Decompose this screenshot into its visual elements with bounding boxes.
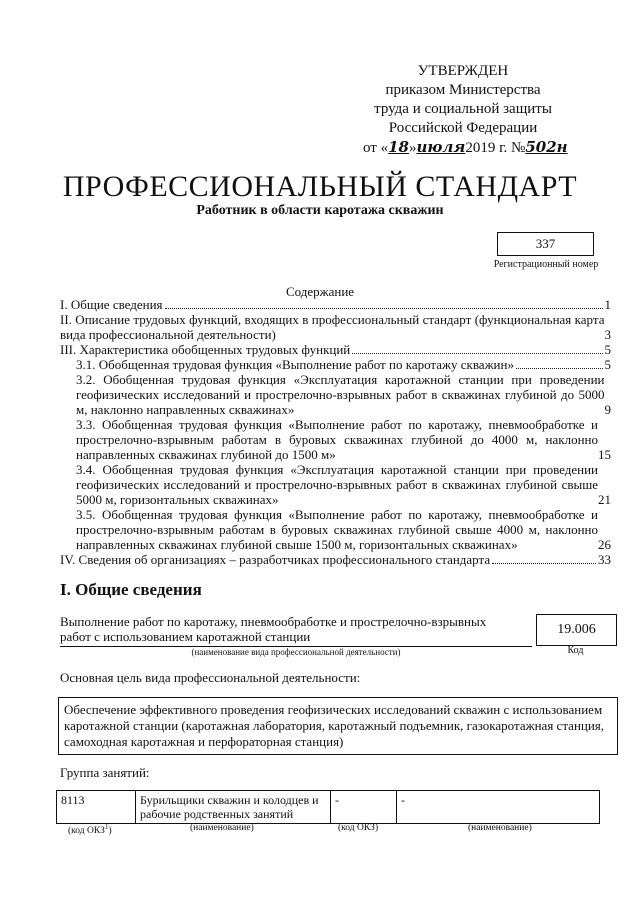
registration-label: Регистрационный номер xyxy=(493,259,599,270)
toc-entry[interactable]: III. Характеристика обобщенных трудовых функций 5 xyxy=(60,342,611,357)
document-subtitle: Работник в области каротажа скважин xyxy=(196,203,444,218)
goal-text: Обеспечение эффективного проведения геофизических исследований скважин с использованием каротажной станции (каротажная лаборатория, каротажный подъемник, газокаротажная станция, самоходная каротажная и перфораторная станция) xyxy=(58,697,618,755)
activity-code: 19.006 xyxy=(536,614,617,646)
okz-name-cell: - xyxy=(397,791,600,824)
toc-entry[interactable]: 3.4. Обобщенная трудовая функция «Эксплуатация каротажной станции при проведении геофизических исследований и прострелочно-взрывных работ в скважинах глубиной свыше 5000 м, горизонтальных скважинах» 21 xyxy=(76,462,611,507)
goal-label: Основная цель вида профессиональной деятельности: xyxy=(60,670,361,685)
date-day: 18 xyxy=(388,138,409,156)
approval-line: приказом Министерства xyxy=(385,82,541,98)
activity-name: Выполнение работ по каротажу, пневмообработке и прострелочно-взрывных работ с использованием каротажной станции xyxy=(60,614,487,644)
okz-code-cell: 8113 xyxy=(57,791,136,824)
toc-entry[interactable]: I. Общие сведения 1 xyxy=(60,297,611,312)
approval-line: труда и социальной защиты xyxy=(374,101,552,117)
registration-number: 337 xyxy=(497,232,594,256)
toc-entry[interactable]: 3.1. Обобщенная трудовая функция «Выполнение работ по каротажу скважин» 5 xyxy=(76,357,611,372)
approval-title: УТВЕРЖДЕН xyxy=(417,63,509,79)
date-month: июля xyxy=(416,138,466,156)
order-number: 502н xyxy=(525,138,568,156)
toc-entry[interactable]: 3.2. Обобщенная трудовая функция «Эксплуатация каротажной станции при проведении геофизических исследований и прострелочно-взрывных работ в скважинах глубиной до 5000 м, наклонно направленных скважинах» 9 xyxy=(76,372,611,417)
toc-entry[interactable]: IV. Сведения об организациях – разработчиках профессионального стандарта 33 xyxy=(60,552,611,567)
code-caption: Код xyxy=(567,645,584,656)
section-heading: I. Общие сведения xyxy=(60,580,202,599)
group-label: Группа занятий: xyxy=(60,765,150,780)
okz-caption: (наименование) xyxy=(468,823,532,833)
okz-caption: (наименование) xyxy=(190,823,254,833)
toc-entry[interactable]: II. Описание трудовых функций, входящих в профессиональный стандарт (функциональная карта вида профессиональной деятельности) 3 xyxy=(60,312,611,342)
table-of-contents xyxy=(60,297,611,567)
activity-caption: (наименование вида профессиональной деятельности) xyxy=(191,647,401,657)
approval-line: Российской Федерации xyxy=(388,120,538,136)
okz-name-cell: Бурильщики скважин и колодцев и рабочие родственных занятий xyxy=(136,791,331,824)
document-title: ПРОФЕССИОНАЛЬНЫЙ СТАНДАРТ xyxy=(62,170,578,203)
okz-caption: (код ОКЗ$^1$) xyxy=(68,823,112,837)
okz-caption: (код ОКЗ) xyxy=(338,823,379,833)
approval-date: от «18»июля2019 г. №502н xyxy=(363,138,568,156)
table-row xyxy=(57,791,600,824)
okz-table xyxy=(56,790,600,824)
toc-entry[interactable]: 3.3. Обобщенная трудовая функция «Выполнение работ по каротажу, пневмообработке и прострелочно-взрывным работам в буровых скважинах глубиной до 4000 м, наклонно направленных скважинах глубиной до 1500 м» 15 xyxy=(76,417,611,462)
toc-title: Содержание xyxy=(285,284,355,299)
okz-code-cell: - xyxy=(331,791,397,824)
approval-block xyxy=(363,62,568,158)
toc-entry[interactable]: 3.5. Обобщенная трудовая функция «Выполнение работ по каротажу, пневмообработке и прострелочно-взрывным работам в буровых скважинах глубиной свыше 4000 м, наклонно направленных скважинах глубиной свыше 1500 м, горизонтальных скважинах» 26 xyxy=(76,507,611,552)
